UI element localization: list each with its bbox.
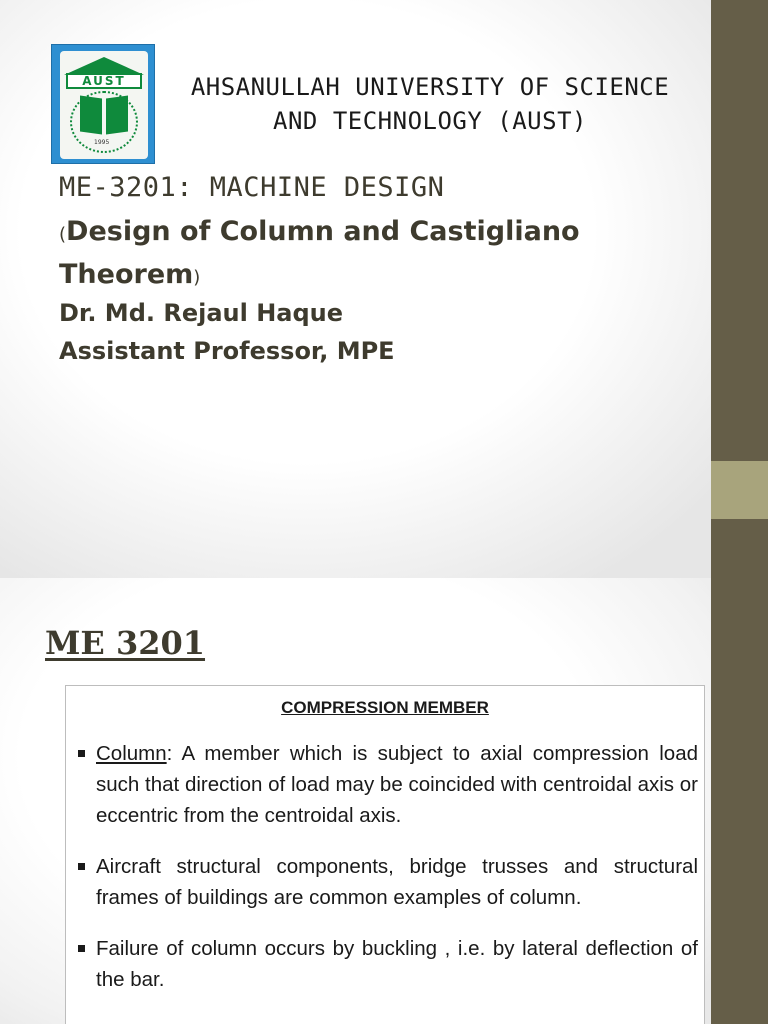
slide-title: ME 3201: [45, 624, 206, 662]
content-box: [65, 685, 705, 1024]
sidebar-bar: [711, 578, 768, 1024]
logo-year: 1995: [94, 139, 110, 146]
author-name: Dr. Md. Rejaul Haque: [59, 299, 344, 327]
bullet-term: Column: [96, 742, 167, 765]
bullet-text: Failure of column occurs by buckling , i.e. by lateral deflection of the bar.: [96, 937, 698, 991]
logo-book-icon: [80, 95, 102, 134]
topic-title: [59, 212, 619, 298]
topic-text: Design of Column and Castigliano Theorem: [59, 216, 580, 290]
content-slide: [0, 578, 768, 1024]
course-title: ME-3201: MACHINE DESIGN: [59, 172, 445, 203]
university-name-line1: AHSANULLAH UNIVERSITY OF SCIENCE: [190, 73, 670, 101]
logo-emblem: [60, 51, 148, 159]
university-name-line2: AND TECHNOLOGY (AUST): [273, 107, 587, 135]
topic-close-paren: ): [193, 267, 201, 288]
bullet-item: [78, 851, 698, 913]
bullet-list: [78, 738, 698, 1015]
topic-open-paren: (: [59, 224, 67, 245]
logo-text: AUST: [66, 73, 142, 89]
sidebar-accent: [711, 461, 768, 519]
bullet-item: [78, 738, 698, 831]
aust-logo: [51, 44, 155, 164]
bullet-item: [78, 933, 698, 995]
bullet-text: Aircraft structural components, bridge trusses and structural frames of buildings are common examples of column.: [96, 855, 698, 909]
logo-book-icon: [106, 95, 128, 134]
section-heading: COMPRESSION MEMBER: [281, 698, 489, 717]
author-title: Assistant Professor, MPE: [59, 337, 395, 365]
author-block: [59, 294, 395, 370]
university-name: [160, 70, 700, 138]
bullet-text: : A member which is subject to axial compression load such that direction of load may be coincided with centroidal axis or eccentric from the centroidal axis.: [96, 742, 698, 827]
